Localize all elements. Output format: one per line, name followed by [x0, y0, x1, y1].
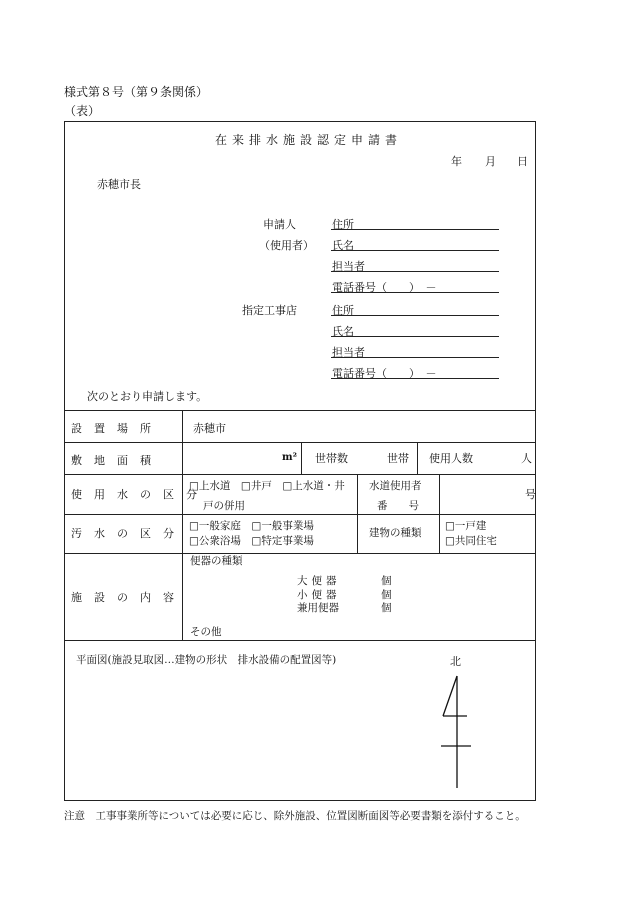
- large-toilet-unit: 個: [381, 575, 392, 587]
- sewage-divider: [439, 514, 440, 553]
- applicant-phone-label: 電話番号（ ） －: [332, 281, 437, 294]
- form-number: 様式第８号（第９条関係）: [64, 85, 209, 99]
- request-text: 次のとおり申請します。: [87, 390, 208, 403]
- meter-label-1: 水道使用者: [369, 480, 422, 492]
- plan-label: 平面図(施設見取図…建物の形状 排水設備の配置図等): [76, 654, 337, 666]
- other-label: その他: [190, 626, 222, 638]
- meter-label-2: 番 号: [377, 500, 419, 512]
- combined-toilet-unit: 個: [381, 602, 392, 614]
- user-label: （使用者）: [259, 239, 314, 252]
- contractor-address-line[interactable]: [331, 315, 499, 316]
- applicant-address-line[interactable]: [331, 229, 499, 230]
- form-side: （表）: [64, 104, 101, 118]
- toilet-type-label: 便器の種類: [190, 555, 243, 567]
- contractor-person-line[interactable]: [331, 357, 499, 358]
- contractor-address-label: 住所: [332, 304, 354, 317]
- water-label: 使 用 水 の 区 分: [71, 488, 198, 501]
- building-label: 建物の種類: [369, 527, 422, 539]
- combined-toilet: 兼用便器: [297, 602, 339, 614]
- users-unit: 人: [521, 452, 532, 465]
- meter-unit: 号: [525, 488, 536, 501]
- sewage-divider: [357, 514, 358, 553]
- sewage-options-1[interactable]: □一般家庭 □一般事業場: [189, 520, 314, 532]
- applicant-phone-line[interactable]: [331, 292, 499, 293]
- north-label: 北: [450, 655, 461, 668]
- contractor-person-label: 担当者: [332, 346, 365, 359]
- row-divider: [65, 474, 535, 475]
- location-value[interactable]: 赤穂市: [193, 422, 226, 435]
- households-label: 世帯数: [315, 452, 348, 465]
- date-year: 年: [451, 155, 462, 168]
- small-toilet: 小便器: [297, 589, 341, 601]
- contractor-phone-label: 電話番号（ ） －: [332, 367, 437, 380]
- contractor-name-label: 氏名: [332, 325, 354, 338]
- households-unit: 世帯: [387, 452, 409, 465]
- applicant-person-label: 担当者: [332, 260, 365, 273]
- location-label: 設 置 場 所: [71, 422, 152, 435]
- users-label: 使用人数: [429, 452, 473, 465]
- north-arrow-icon: [437, 670, 477, 790]
- addressee: 赤穂市長: [97, 178, 141, 191]
- applicant-person-line[interactable]: [331, 271, 499, 272]
- row-divider: [65, 442, 535, 443]
- applicant-name-label: 氏名: [332, 239, 354, 252]
- area-divider: [417, 442, 418, 474]
- facility-label: 施 設 の 内 容: [71, 591, 175, 604]
- footer-note: 注意 工事事業所等については必要に応じ、除外施設、位置図断面図等必要書類を添付すること。: [64, 810, 526, 822]
- application-form: [64, 121, 536, 801]
- label-column-divider: [182, 410, 183, 640]
- row-divider: [65, 553, 535, 554]
- area-label: 敷 地 面 積: [71, 454, 152, 467]
- date-day: 日: [517, 155, 528, 168]
- water-divider: [439, 474, 440, 514]
- area-unit: m²: [282, 452, 297, 463]
- contractor-label: 指定工事店: [242, 304, 297, 317]
- row-divider: [65, 410, 535, 411]
- area-divider: [301, 442, 302, 474]
- applicant-label: 申請人: [263, 218, 296, 231]
- water-options-2[interactable]: 戸の併用: [203, 500, 245, 512]
- large-toilet: 大便器: [297, 575, 341, 587]
- building-option-1[interactable]: □一戸建: [445, 520, 487, 532]
- applicant-name-line[interactable]: [331, 250, 499, 251]
- water-divider: [357, 474, 358, 514]
- row-divider: [65, 514, 535, 515]
- contractor-name-line[interactable]: [331, 336, 499, 337]
- sewage-options-2[interactable]: □公衆浴場 □特定事業場: [189, 535, 314, 547]
- small-toilet-unit: 個: [381, 589, 392, 601]
- row-divider: [65, 640, 535, 641]
- contractor-phone-line[interactable]: [331, 378, 499, 379]
- date-month: 月: [485, 155, 496, 168]
- applicant-address-label: 住所: [332, 218, 354, 231]
- sewage-label: 汚 水 の 区 分: [71, 527, 175, 540]
- water-options-1[interactable]: □上水道 □井戸 □上水道・井: [189, 480, 345, 492]
- form-title: 在来排水施設認定申請書: [215, 133, 403, 147]
- building-option-2[interactable]: □共同住宅: [445, 535, 497, 547]
